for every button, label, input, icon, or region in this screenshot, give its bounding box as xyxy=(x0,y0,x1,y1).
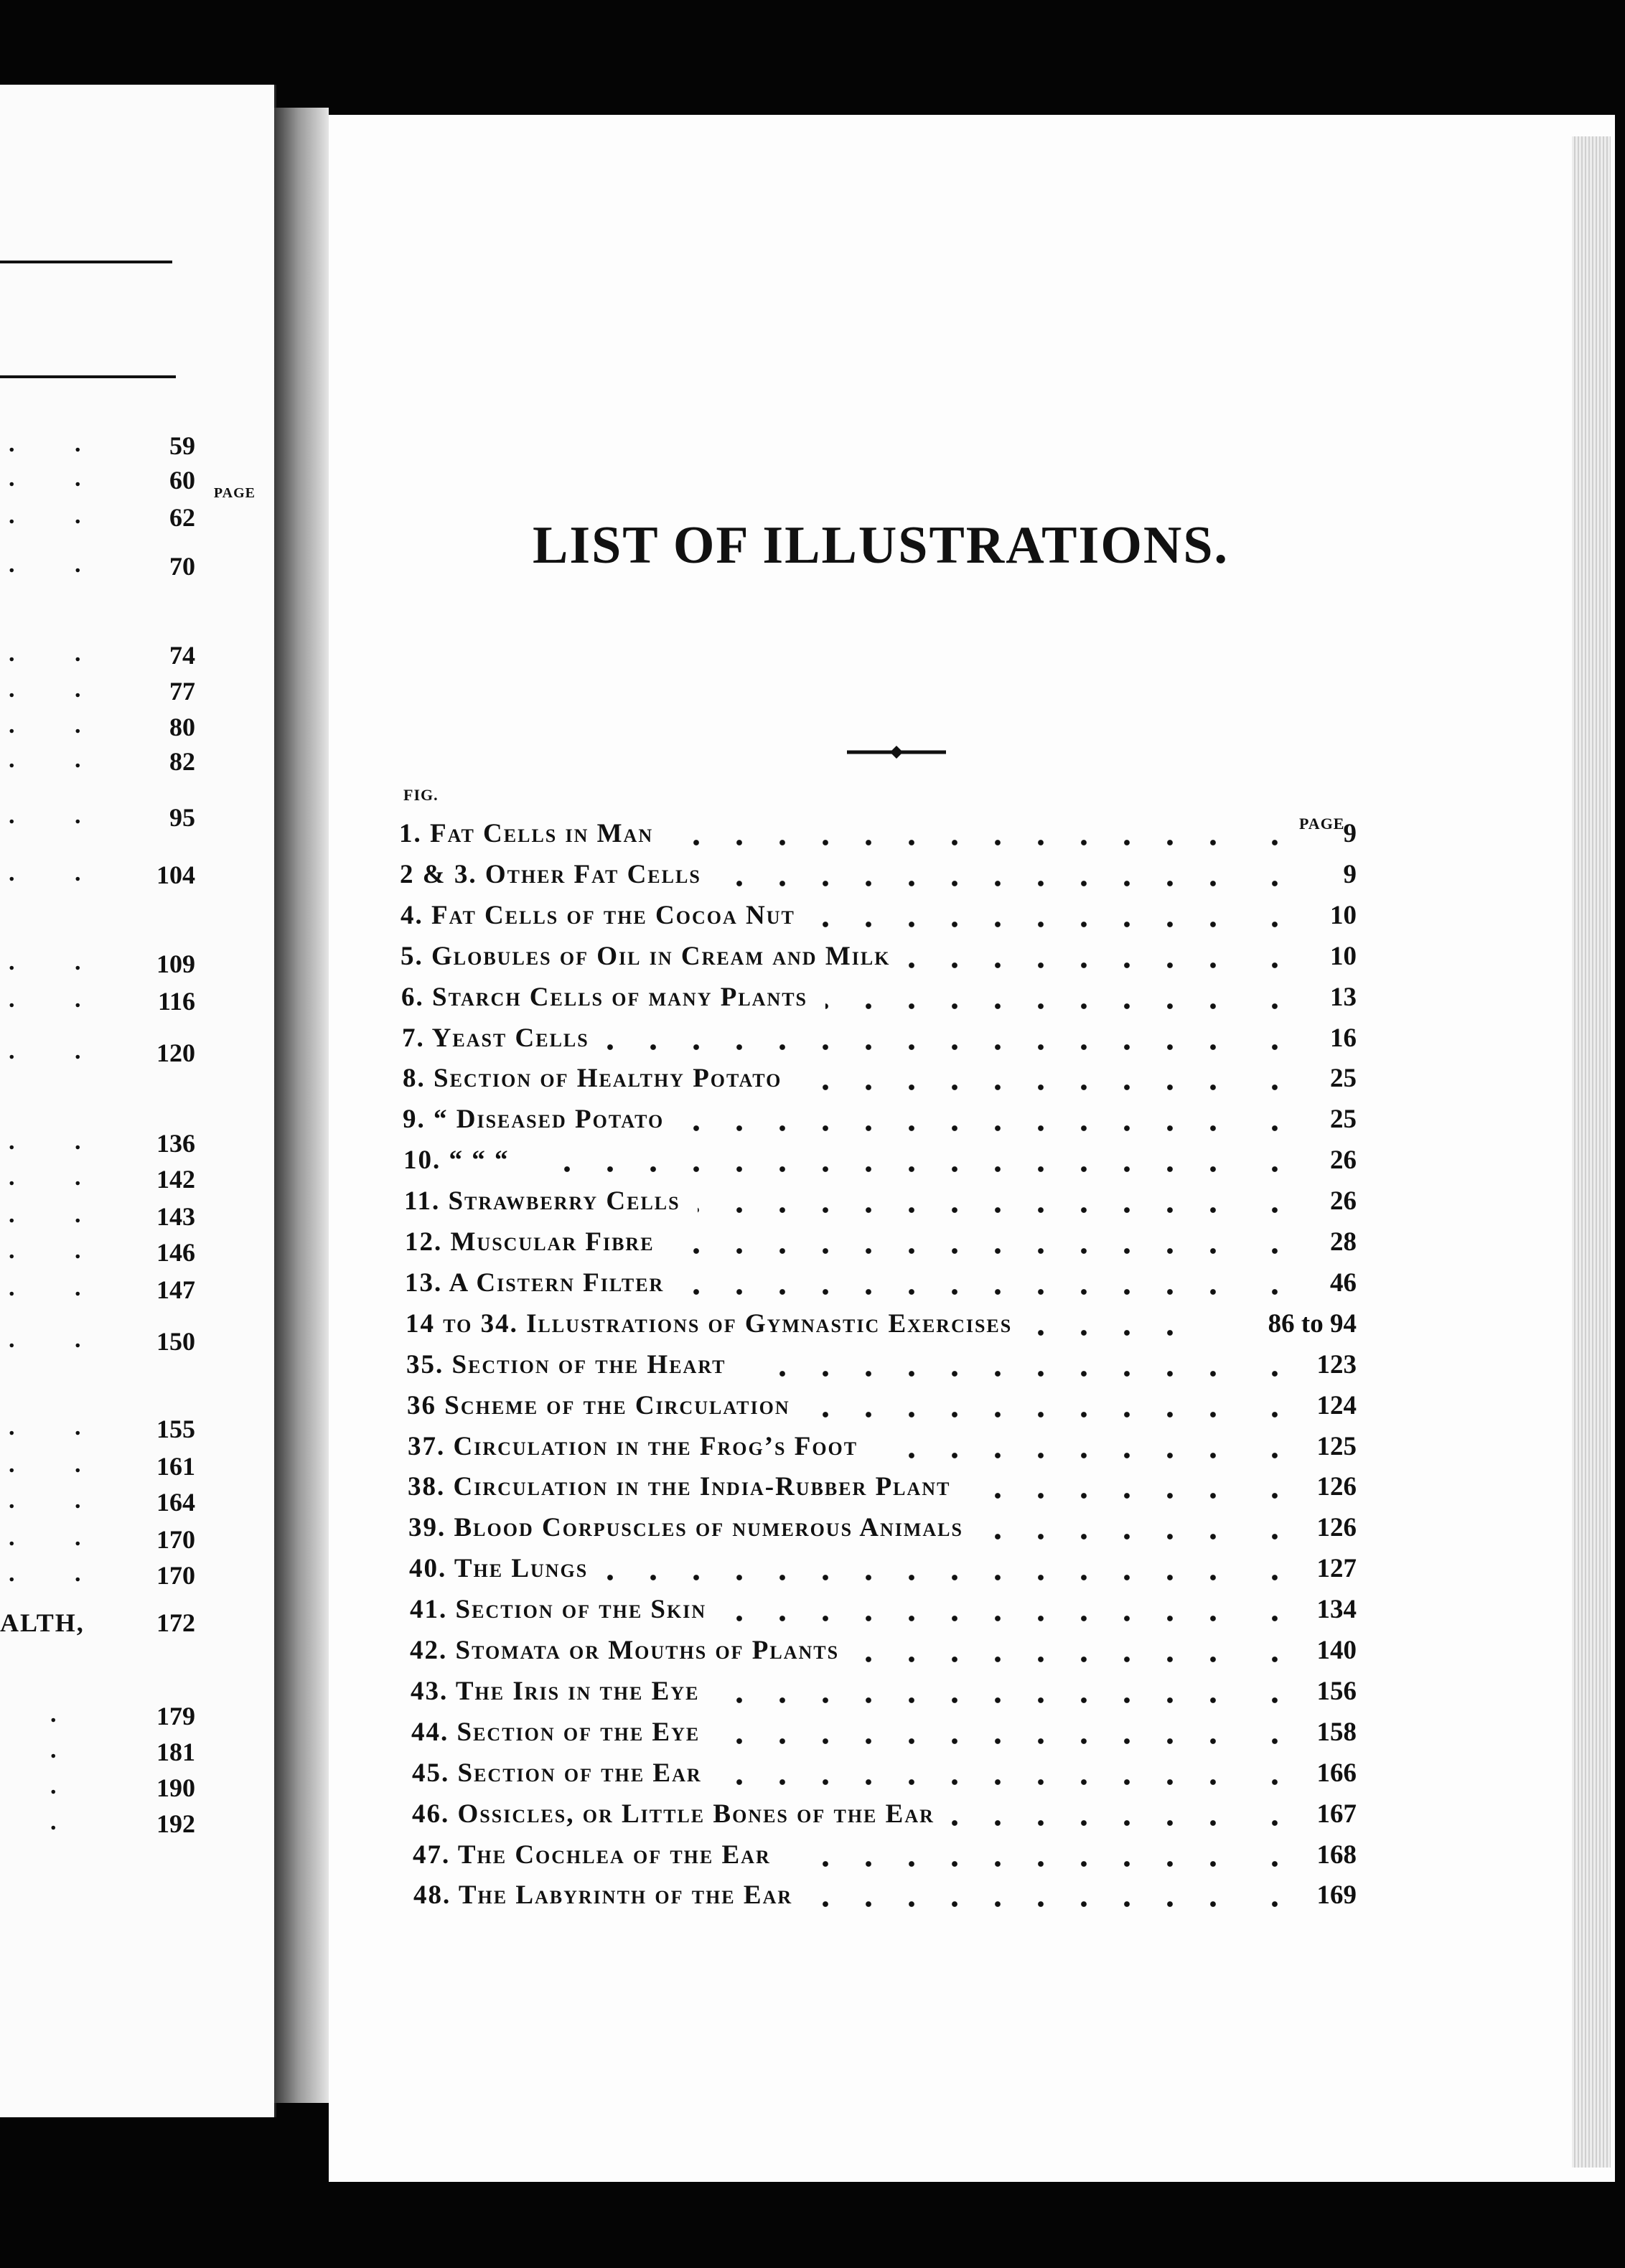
illustration-page-number: 25 xyxy=(1330,1064,1357,1093)
left-page-number: 164 xyxy=(156,1488,195,1517)
illustration-caption: 44. Section of the Eye xyxy=(411,1718,701,1747)
dot-leader xyxy=(1268,840,1282,845)
illustration-caption: 5. Globules of Oil in Cream and Milk xyxy=(401,942,891,971)
dot-leader xyxy=(744,1371,1235,1377)
dot-leader: . xyxy=(9,802,60,829)
illustration-entry xyxy=(407,1390,1357,1429)
left-page-number: 146 xyxy=(156,1238,195,1267)
dot-leader xyxy=(1268,1371,1282,1377)
dot-leader xyxy=(825,1003,1235,1009)
illustration-caption: 2 & 3. Other Fat Cells xyxy=(400,860,701,889)
illustration-caption: 40. The Lungs xyxy=(409,1554,589,1583)
illustration-page-number: 9 xyxy=(1343,860,1357,889)
left-page-row xyxy=(0,676,274,708)
page-column-label: PAGE xyxy=(1299,815,1345,833)
left-page-row xyxy=(0,1201,274,1233)
illustration-page-number: 168 xyxy=(1316,1840,1357,1870)
left-page-number: 120 xyxy=(156,1039,195,1067)
illustration-page-number: 16 xyxy=(1330,1023,1357,1053)
dot-leader: . xyxy=(9,431,60,457)
dot-leader: . xyxy=(75,1560,126,1587)
dot-leader xyxy=(1268,1044,1282,1050)
dot-leader xyxy=(1268,1289,1282,1295)
illustration-page-number: 28 xyxy=(1330,1227,1357,1257)
left-page-cut-text: ALTH, xyxy=(0,1608,85,1637)
dot-leader xyxy=(682,1125,1235,1131)
illustration-entry xyxy=(412,1799,1357,1837)
illustration-page-number: 140 xyxy=(1316,1636,1357,1665)
dot-leader xyxy=(1268,1861,1282,1867)
book-gutter xyxy=(274,108,329,2103)
left-page-number: 147 xyxy=(156,1275,195,1304)
dot-leader xyxy=(1268,1207,1282,1213)
illustration-entry xyxy=(403,1104,1357,1143)
left-page-number: 179 xyxy=(156,1702,195,1730)
dot-leader: . xyxy=(50,1737,101,1763)
dot-leader xyxy=(1268,1657,1282,1662)
dot-leader xyxy=(1268,1901,1282,1907)
dot-leader: . xyxy=(9,860,60,886)
illustration-caption: 13. A Cistern Filter xyxy=(405,1268,665,1298)
left-page-number: 150 xyxy=(156,1327,195,1356)
dot-leader xyxy=(1268,1738,1282,1744)
dot-leader: . xyxy=(9,746,60,773)
dot-leader xyxy=(1268,1125,1282,1131)
dot-leader xyxy=(607,1044,1235,1050)
dot-leader xyxy=(908,962,1235,968)
illustration-caption: 45. Section of the Ear xyxy=(412,1758,702,1788)
dot-leader: . xyxy=(75,551,126,578)
left-page-row xyxy=(0,431,274,462)
fig-column-label: FIG. xyxy=(403,786,439,804)
dot-leader: . xyxy=(75,676,126,703)
dot-leader: . xyxy=(75,1524,126,1551)
left-page-row xyxy=(0,949,274,980)
left-page-row xyxy=(0,1737,274,1768)
dot-leader xyxy=(671,840,1235,845)
left-page-row xyxy=(0,1560,274,1592)
illustration-page-number: 166 xyxy=(1316,1758,1357,1788)
left-page-row xyxy=(0,712,274,744)
left-page-number: 192 xyxy=(156,1809,195,1838)
illustration-caption: 39. Blood Corpuscles of numerous Animals xyxy=(408,1513,963,1542)
dot-leader: . xyxy=(9,640,60,667)
illustration-caption: 46. Ossicles, or Little Bones of the Ear xyxy=(412,1799,935,1829)
left-page-number: 136 xyxy=(156,1129,195,1158)
illustration-caption: 38. Circulation in the India-Rubber Plant xyxy=(408,1472,951,1501)
illustration-caption: 11. Strawberry Cells xyxy=(404,1186,680,1216)
illustration-entry xyxy=(403,1145,1357,1184)
left-page-number: 143 xyxy=(156,1202,195,1231)
left-page-number: 59 xyxy=(169,431,195,460)
illustration-caption: 12. Muscular Fibre xyxy=(405,1227,655,1257)
left-page-number: 80 xyxy=(169,713,195,741)
dot-leader xyxy=(719,1779,1235,1785)
dot-leader: . xyxy=(75,1326,126,1353)
illustration-page-number: 46 xyxy=(1330,1268,1357,1298)
left-page-number: 62 xyxy=(169,503,195,532)
dot-leader: . xyxy=(75,860,126,886)
dot-leader xyxy=(672,1248,1235,1254)
illustration-page-number: 13 xyxy=(1330,983,1357,1012)
dot-leader: . xyxy=(9,551,60,578)
illustration-page-number: 156 xyxy=(1316,1677,1357,1706)
left-page-row xyxy=(0,465,274,497)
dot-leader xyxy=(718,1738,1235,1744)
illustration-entry xyxy=(408,1512,1357,1551)
illustration-entry xyxy=(399,818,1357,857)
illustration-caption: 37. Circulation in the Frog’s Foot xyxy=(408,1432,858,1461)
dot-leader: . xyxy=(75,949,126,975)
illustration-entry xyxy=(401,982,1357,1021)
dot-leader: . xyxy=(75,502,126,529)
illustration-page-number: 127 xyxy=(1316,1554,1357,1583)
left-page-number: 82 xyxy=(169,747,195,776)
dot-leader: . xyxy=(9,1038,60,1064)
left-page-row xyxy=(0,802,274,834)
dot-leader: . xyxy=(9,712,60,739)
left-page-row xyxy=(0,1128,274,1160)
illustration-page-number: 10 xyxy=(1330,942,1357,971)
illustration-entry xyxy=(404,1186,1357,1224)
left-page-row xyxy=(0,746,274,778)
left-page-number: 155 xyxy=(156,1415,195,1443)
illustration-page-number: 167 xyxy=(1316,1799,1357,1829)
left-page-row xyxy=(0,986,274,1018)
illustration-caption: 1. Fat Cells in Man xyxy=(399,819,654,848)
dot-leader: . xyxy=(75,640,126,667)
illustration-entry xyxy=(413,1840,1357,1878)
dot-leader: . xyxy=(75,712,126,739)
illustration-caption: 8. Section of Healthy Potato xyxy=(403,1064,782,1093)
dot-leader xyxy=(1268,962,1282,968)
dot-leader: . xyxy=(50,1809,101,1835)
left-page xyxy=(0,85,276,2117)
dot-leader xyxy=(1268,1534,1282,1540)
ornament-divider xyxy=(847,745,946,759)
dot-leader: . xyxy=(75,465,126,492)
left-page-number: 95 xyxy=(169,803,195,832)
illustration-caption: 35. Section of the Heart xyxy=(406,1350,726,1379)
illustration-page-number: 86 to 94 xyxy=(1268,1309,1357,1339)
dot-leader xyxy=(1030,1330,1191,1336)
illustration-entry xyxy=(411,1717,1357,1756)
dot-leader: . xyxy=(75,1487,126,1514)
dot-leader: . xyxy=(9,1237,60,1264)
dot-leader: . xyxy=(75,1237,126,1264)
illustration-caption: 14 to 34. Illustrations of Gymnastic Exercises xyxy=(406,1309,1013,1339)
dot-leader: . xyxy=(9,676,60,703)
dot-leader: . xyxy=(75,986,126,1013)
left-page-row xyxy=(0,1487,274,1519)
left-page-number: 70 xyxy=(169,552,195,581)
illustration-entry xyxy=(403,1063,1357,1102)
dot-leader xyxy=(724,1616,1235,1621)
dot-leader: . xyxy=(9,1128,60,1155)
left-page-number: 170 xyxy=(156,1525,195,1554)
illustration-entry xyxy=(401,900,1357,939)
left-page-number: 161 xyxy=(156,1452,195,1481)
illustration-entry xyxy=(410,1594,1357,1633)
left-page-row xyxy=(0,640,274,672)
page-edge xyxy=(1572,136,1611,2168)
left-page-row xyxy=(0,1414,274,1445)
illustration-entry xyxy=(406,1308,1357,1347)
dot-leader xyxy=(968,1493,1235,1499)
illustration-entry xyxy=(413,1880,1357,1918)
left-page-row xyxy=(0,860,274,891)
dot-leader: . xyxy=(75,802,126,829)
illustration-entry xyxy=(402,1023,1357,1062)
dot-leader xyxy=(1268,1820,1282,1826)
dot-leader xyxy=(717,1697,1235,1703)
dot-leader xyxy=(1268,1697,1282,1703)
dot-leader xyxy=(527,1166,1235,1172)
illustration-page-number: 169 xyxy=(1316,1880,1357,1910)
left-page-row xyxy=(0,1275,274,1306)
illustration-page-number: 9 xyxy=(1343,819,1357,848)
dot-leader: . xyxy=(75,1164,126,1191)
dot-leader: . xyxy=(9,1560,60,1587)
dot-leader: . xyxy=(75,746,126,773)
illustration-page-number: 25 xyxy=(1330,1105,1357,1134)
dot-leader xyxy=(1268,1616,1282,1621)
left-page-row xyxy=(0,1701,274,1733)
dot-leader: . xyxy=(75,1414,126,1440)
illustration-page-number: 126 xyxy=(1316,1472,1357,1501)
dot-leader: . xyxy=(50,1773,101,1799)
illustration-entry xyxy=(406,1349,1357,1388)
illustration-caption: 41. Section of the Skin xyxy=(410,1595,707,1624)
dot-leader: . xyxy=(75,431,126,457)
illustration-caption: 47. The Cochlea of the Ear xyxy=(413,1840,771,1870)
left-page-number: 190 xyxy=(156,1773,195,1802)
left-page-heading: PAGE xyxy=(213,485,256,501)
illustration-caption: 48. The Labyrinth of the Ear xyxy=(413,1880,793,1910)
dot-leader: . xyxy=(9,949,60,975)
dot-leader: . xyxy=(9,465,60,492)
dot-leader xyxy=(718,881,1235,886)
dot-leader xyxy=(1268,1003,1282,1009)
left-page-number: 60 xyxy=(169,466,195,495)
dot-leader xyxy=(1268,922,1282,927)
dot-leader: . xyxy=(75,1128,126,1155)
dot-leader xyxy=(812,922,1235,927)
illustration-entry xyxy=(405,1227,1357,1265)
dot-leader xyxy=(1268,1084,1282,1090)
illustration-entry xyxy=(401,941,1357,980)
dot-leader: . xyxy=(75,1201,126,1228)
dot-leader: . xyxy=(9,1487,60,1514)
dot-leader: . xyxy=(50,1701,101,1728)
dot-leader xyxy=(788,1861,1235,1867)
dot-leader xyxy=(857,1657,1235,1662)
page-title: LIST OF ILLUSTRATIONS. xyxy=(532,516,1229,575)
illustration-page-number: 126 xyxy=(1316,1513,1357,1542)
dot-leader xyxy=(807,1412,1235,1418)
dot-leader xyxy=(1268,1493,1282,1499)
illustration-page-number: 26 xyxy=(1330,1145,1357,1175)
dot-leader xyxy=(1268,1453,1282,1458)
dot-leader: . xyxy=(9,1164,60,1191)
illustration-page-number: 125 xyxy=(1316,1432,1357,1461)
illustration-entry xyxy=(409,1553,1357,1592)
dot-leader: . xyxy=(75,1275,126,1301)
left-page-number: 109 xyxy=(156,950,195,978)
left-page-number: 170 xyxy=(156,1561,195,1590)
left-page-row xyxy=(0,1237,274,1269)
illustration-entry xyxy=(411,1676,1357,1715)
illustration-caption: 42. Stomata or Mouths of Plants xyxy=(410,1636,840,1665)
left-rule-top xyxy=(0,261,172,263)
dot-leader xyxy=(698,1207,1235,1213)
left-page-number: 74 xyxy=(169,641,195,670)
illustration-page-number: 124 xyxy=(1316,1391,1357,1420)
left-page-row xyxy=(0,1326,274,1358)
illustration-caption: 43. The Iris in the Eye xyxy=(411,1677,700,1706)
left-page-number: 77 xyxy=(169,677,195,706)
dot-leader xyxy=(1268,881,1282,886)
dot-leader xyxy=(980,1534,1235,1540)
dot-leader: . xyxy=(9,986,60,1013)
dot-leader: . xyxy=(75,1038,126,1064)
left-page-number: 181 xyxy=(156,1738,195,1766)
dot-leader: . xyxy=(9,1326,60,1353)
dot-leader: . xyxy=(9,1414,60,1440)
illustration-caption: 36 Scheme of the Circulation xyxy=(407,1391,790,1420)
left-page-number: 104 xyxy=(156,861,195,889)
illustration-page-number: 134 xyxy=(1316,1595,1357,1624)
dot-leader xyxy=(682,1289,1235,1295)
illustration-entry xyxy=(400,859,1357,898)
dot-leader xyxy=(810,1901,1235,1907)
left-page-number: 116 xyxy=(157,987,195,1016)
dot-leader xyxy=(1268,1166,1282,1172)
left-page-row xyxy=(0,1164,274,1196)
dot-leader xyxy=(952,1820,1235,1826)
illustration-entry xyxy=(410,1635,1357,1674)
illustration-entry xyxy=(412,1758,1357,1796)
illustration-page-number: 26 xyxy=(1330,1186,1357,1216)
left-page-row xyxy=(0,1524,274,1556)
illustration-caption: 10. “ “ “ xyxy=(403,1145,510,1175)
left-rule-bottom xyxy=(0,375,176,378)
illustration-caption: 7. Yeast Cells xyxy=(402,1023,589,1053)
illustration-caption: 4. Fat Cells of the Cocoa Nut xyxy=(401,901,795,930)
illustration-page-number: 123 xyxy=(1316,1350,1357,1379)
left-page-row xyxy=(0,1608,274,1639)
dot-leader xyxy=(1268,1575,1282,1580)
left-page-row xyxy=(0,1038,274,1069)
left-page-number: 172 xyxy=(156,1608,195,1637)
left-page-row xyxy=(0,1451,274,1483)
dot-leader xyxy=(1268,1412,1282,1418)
illustration-page-number: 10 xyxy=(1330,901,1357,930)
illustration-caption: 6. Starch Cells of many Plants xyxy=(401,983,808,1012)
dot-leader xyxy=(606,1575,1235,1580)
illustration-entry xyxy=(408,1471,1357,1510)
dot-leader: . xyxy=(9,502,60,529)
dot-leader xyxy=(1268,1779,1282,1785)
illustration-page-number: 158 xyxy=(1316,1718,1357,1747)
dot-leader xyxy=(800,1084,1235,1090)
left-page-row xyxy=(0,1773,274,1804)
left-page-row xyxy=(0,1809,274,1840)
dot-leader: . xyxy=(9,1201,60,1228)
dot-leader: . xyxy=(9,1524,60,1551)
dot-leader: . xyxy=(9,1275,60,1301)
illustration-caption: 9. “ Diseased Potato xyxy=(403,1105,665,1134)
dot-leader xyxy=(1268,1248,1282,1254)
illustration-entry xyxy=(408,1431,1357,1470)
left-page-number: 142 xyxy=(156,1165,195,1194)
dot-leader: . xyxy=(9,1451,60,1478)
dot-leader: . xyxy=(75,1451,126,1478)
illustration-entry xyxy=(405,1267,1357,1306)
dot-leader xyxy=(876,1453,1235,1458)
